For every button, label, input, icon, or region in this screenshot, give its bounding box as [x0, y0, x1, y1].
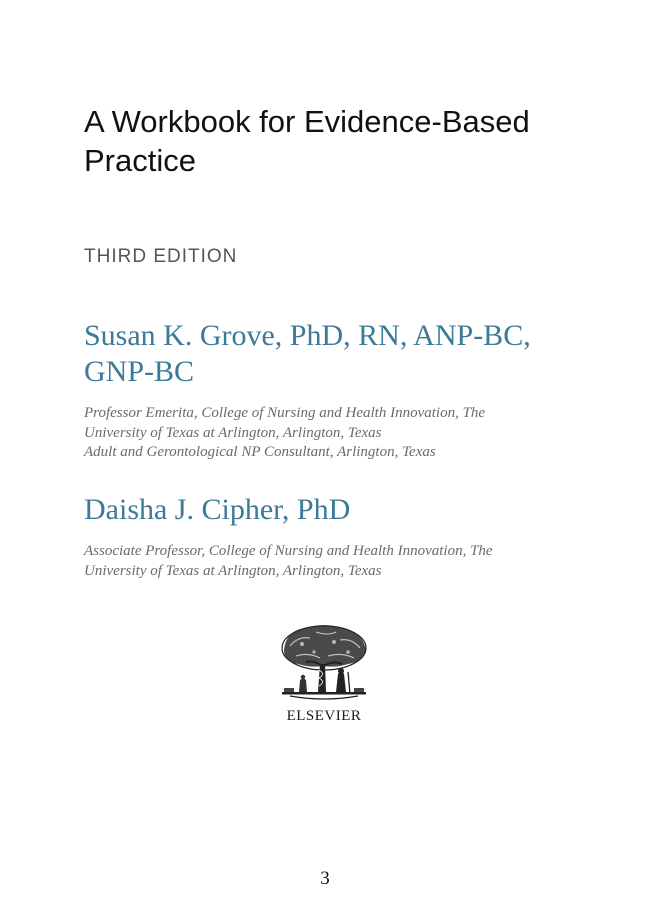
- author-affiliation-grove: [84, 404, 604, 463]
- affiliation-line: University of Texas at Arlington, Arlington, Texas: [84, 424, 382, 441]
- book-title-line-2: Practice: [84, 143, 196, 178]
- elsevier-tree-icon: [276, 622, 372, 706]
- author-name-cipher: [84, 492, 604, 528]
- affiliation-line: Adult and Gerontological NP Consultant, Arlington, Texas: [84, 444, 436, 460]
- page-number: 3: [320, 868, 330, 889]
- author-name-line-1: Susan K. Grove, PhD, RN, ANP-BC,: [84, 319, 531, 352]
- author-name-line-1: Daisha J. Cipher, PhD: [84, 493, 351, 526]
- author-name-grove: [84, 318, 604, 390]
- author-affiliation-cipher: [84, 542, 604, 581]
- affiliation-line: Professor Emerita, College of Nursing and Health Innovation, The: [84, 405, 486, 421]
- book-title: [84, 102, 604, 180]
- author-name-line-2: GNP-BC: [84, 355, 195, 388]
- publisher-logo: [276, 622, 372, 728]
- affiliation-line: University of Texas at Arlington, Arlington, Texas: [84, 562, 382, 579]
- book-title-line-1: A Workbook for Evidence-Based: [84, 104, 530, 139]
- edition-label: THIRD EDITION: [84, 246, 238, 267]
- publisher-name: ELSEVIER: [286, 708, 362, 724]
- affiliation-line: Associate Professor, College of Nursing and Health Innovation, The: [84, 543, 493, 559]
